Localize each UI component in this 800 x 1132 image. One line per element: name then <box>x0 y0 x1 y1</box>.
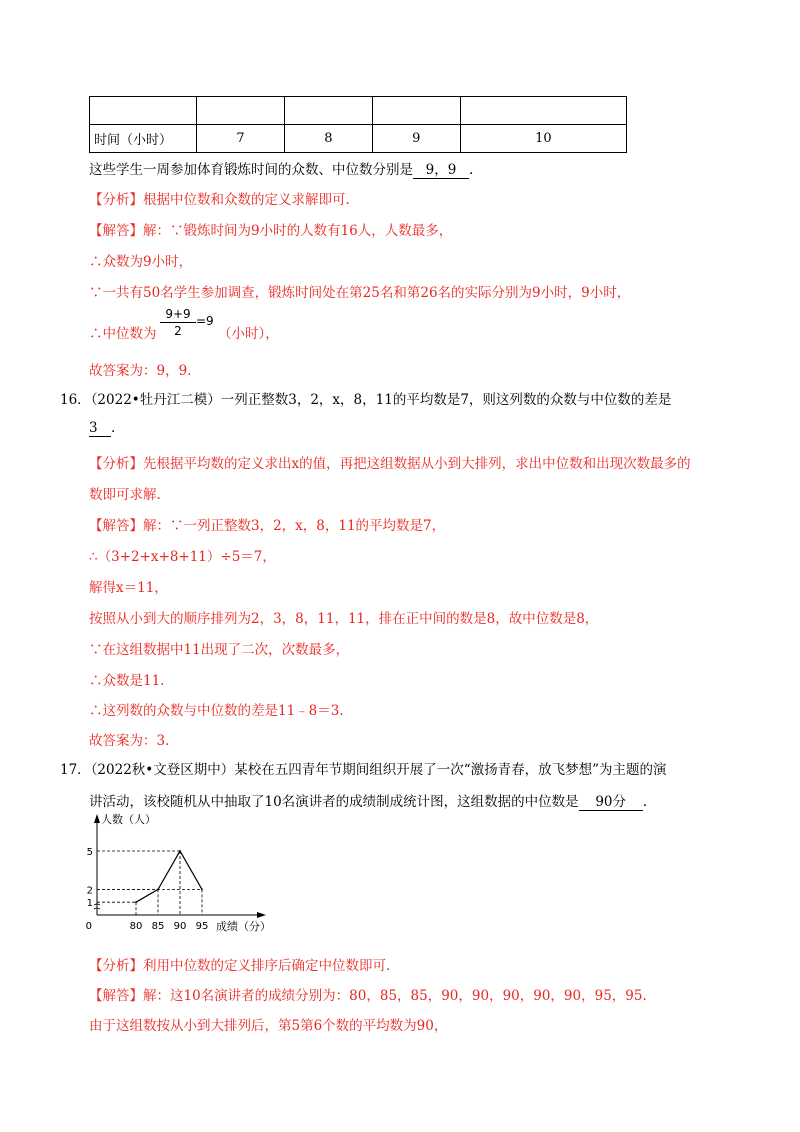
q17-solution-line1 <box>89 984 647 1004</box>
solution-text: 解：∵锻炼时间为9小时的人数有16人，人数最多， <box>143 223 453 239</box>
y-axis-label: 人数（人） <box>101 813 156 826</box>
q15-analysis <box>89 188 350 208</box>
table-cell <box>197 97 285 125</box>
x-axis-label: 成绩（分） <box>216 920 271 933</box>
y-tick-label: 5 <box>86 847 93 858</box>
q17-solution-line2: 由于这组数按从小到大排列后，第5第6个数的平均数为90， <box>89 1018 448 1034</box>
q16-final-answer: 故答案为：3. <box>89 733 170 749</box>
data-point <box>157 889 159 891</box>
series-line <box>136 851 202 902</box>
score-line-chart <box>84 810 274 935</box>
median-fraction <box>160 307 196 338</box>
q17-stem-end: . <box>642 794 647 810</box>
solution-text: 解：这10名演讲者的成绩分别为：80，85，85，90，90，90，90，90，95，95. <box>143 988 647 1004</box>
q15-stem-end: . <box>469 162 474 178</box>
origin-label: 0 <box>85 921 92 932</box>
q17-number: 17． <box>60 762 91 778</box>
q16-stem-line1 <box>60 388 671 408</box>
analysis-text: 根据中位数和众数的定义求解即可. <box>143 192 350 208</box>
q15-solution-line4-suffix: （小时）， <box>218 326 279 342</box>
q15-solution-line1 <box>89 219 452 239</box>
q15-solution-line3: ∵一共有50名学生参加调查，锻炼时间处在第25名和第26名的实际分别为9小时，9小时， <box>89 285 631 301</box>
q16-stem-end: . <box>111 420 116 436</box>
data-point <box>201 889 203 891</box>
q15-answer-blank: 9，9 <box>413 158 469 179</box>
solution-tag: 【解答】 <box>89 223 143 239</box>
q17-stem-text-2: 讲活动，该校随机从中抽取了10名演讲者的成绩制成统计图，这组数据的中位数是 <box>89 794 579 810</box>
x-tick-label: 85 <box>151 921 165 932</box>
x-tick-label: 90 <box>173 921 187 932</box>
q16-solution-line4: 按照从小到大的顺序排列为2，3，8，11，11，排在正中间的数是8，故中位数是8， <box>89 611 599 627</box>
solution-text: 解：∵一列正整数3，2，x，8，11的平均数是7， <box>143 518 446 534</box>
fraction-bar <box>160 322 196 323</box>
analysis-tag: 【分析】 <box>89 456 143 472</box>
table-cell <box>460 97 626 125</box>
q16-analysis-line2: 数即可求解. <box>89 487 161 503</box>
q16-stem-line2 <box>89 420 115 437</box>
fraction-denominator: 2 <box>174 324 182 338</box>
q16-solution-line2: ∴（3+2+x+8+11）÷5＝7， <box>89 549 276 565</box>
data-point <box>179 850 181 852</box>
table-cell: 8 <box>284 125 372 153</box>
analysis-tag: 【分析】 <box>89 958 143 974</box>
y-tick-label: 1 <box>86 898 93 910</box>
x-axis-arrow <box>257 912 266 918</box>
x-tick-label: 80 <box>129 921 143 932</box>
q16-analysis-line1 <box>89 452 691 472</box>
q16-solution-line6: ∴众数是11. <box>89 673 165 689</box>
analysis-text: 利用中位数的定义排序后确定中位数即可. <box>143 958 391 974</box>
q17-analysis <box>89 954 390 974</box>
table-cell <box>284 97 372 125</box>
q15-stem-text: 这些学生一周参加体育锻炼时间的众数、中位数分别是 <box>89 162 413 178</box>
q16-solution-line1 <box>89 514 445 534</box>
table-cell: 10 <box>460 125 626 153</box>
table-row <box>90 97 627 125</box>
fraction-equals: =9 <box>196 314 214 328</box>
table-row <box>90 125 627 153</box>
q15-stem <box>89 158 473 179</box>
q16-answer-blank: 3 <box>89 420 111 437</box>
table-cell: 9 <box>372 125 460 153</box>
table-cell <box>90 97 197 125</box>
analysis-text: 先根据平均数的定义求出x的值，再把这组数据从小到大排列，求出中位数和出现次数最多的 <box>143 456 691 472</box>
exercise-time-table <box>89 96 627 153</box>
solution-tag: 【解答】 <box>89 518 143 534</box>
solution-tag: 【解答】 <box>89 988 143 1004</box>
table-cell: 7 <box>197 125 285 153</box>
data-point <box>135 901 137 903</box>
fraction-numerator: 9+9 <box>165 307 191 321</box>
q16-solution-line3: 解得x＝11， <box>89 580 168 596</box>
analysis-tag: 【分析】 <box>89 192 143 208</box>
q16-number: 16． <box>60 392 91 408</box>
y-axis-arrow <box>94 814 100 823</box>
q16-solution-line7: ∴这列数的众数与中位数的差是11﹣8＝3. <box>89 703 344 719</box>
y-tick-label: 2 <box>86 885 93 897</box>
q15-final-answer: 故答案为：9，9. <box>89 363 192 379</box>
q17-answer-blank: 90分 <box>579 790 643 811</box>
q16-solution-line5: ∵在这组数据中11出现了二次，次数最多， <box>89 642 350 658</box>
table-cell <box>372 97 460 125</box>
table-row-label: 时间（小时） <box>90 125 197 153</box>
q16-stem-text: （2022•牡丹江二模）一列正整数3，2，x，8，11的平均数是7，则这列数的众数与中位数的差是 <box>90 392 672 408</box>
q17-stem-line2 <box>89 790 647 811</box>
q15-solution-line4-prefix: ∴中位数为 <box>89 326 157 342</box>
q17-stem-line1 <box>60 758 667 778</box>
q15-solution-line2: ∴众数为9小时， <box>89 254 193 270</box>
q17-stem-text: （2022秋•文登区期中）某校在五四青年节期间组织开展了一次“激扬青春，放飞梦想”为主题的演 <box>90 762 667 778</box>
x-tick-label: 95 <box>195 921 209 932</box>
